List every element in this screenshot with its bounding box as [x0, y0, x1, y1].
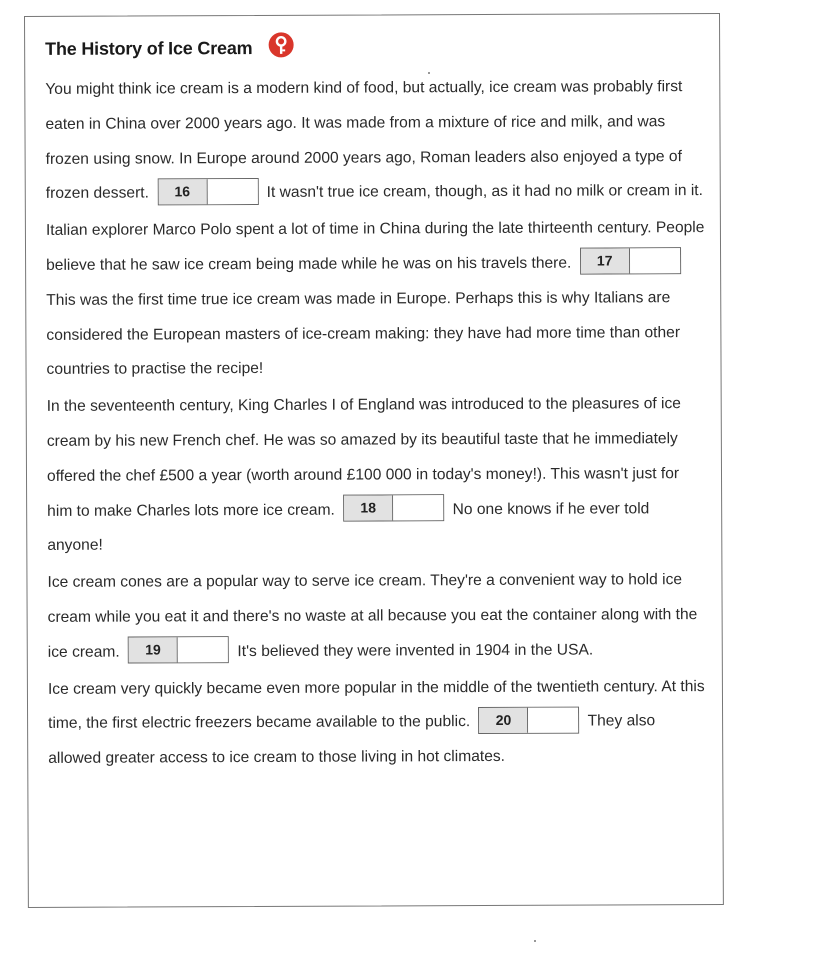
scan-speck: [428, 72, 430, 74]
title-row: [45, 38, 294, 60]
gap-answer-box[interactable]: [528, 707, 578, 732]
scan-speck: [534, 940, 536, 942]
gap-answer-box[interactable]: [630, 249, 680, 274]
gap-19[interactable]: [128, 636, 229, 663]
gap-16[interactable]: [157, 178, 258, 205]
gap-answer-box[interactable]: [207, 179, 257, 204]
gap-20[interactable]: [478, 706, 579, 733]
page-title: The History of Ice Cream: [45, 38, 253, 59]
paragraph-text: You might think ice cream is a modern kind of food, but actually, ice cream was probably first eaten in China over 2000 years ago. It was made from a mixture of rice and milk, and was frozen using snow. In Europe around 2000 years ago, Roman leaders also enjoyed a type of frozen dessert.: [45, 78, 683, 203]
gap-answer-box[interactable]: [178, 637, 228, 662]
key-icon[interactable]: [268, 31, 294, 57]
gap-17[interactable]: [580, 247, 681, 274]
paragraph-4: [47, 563, 707, 670]
paragraph-text: They also allowed greater access to ice cream to those living in hot climates.: [48, 712, 656, 768]
paragraph-text: No one knows if he ever told anyone!: [47, 499, 650, 555]
gap-number: 19: [129, 637, 178, 662]
gap-18[interactable]: [343, 494, 444, 521]
gap-number: 16: [158, 179, 207, 204]
paragraph-text: This was the first time true ice cream was made in Europe. Perhaps this is why Italians are considered the European masters of ice-cream making: they have had more time than other countries to practise the recipe!: [46, 288, 681, 379]
worksheet-frame: [24, 13, 724, 908]
gap-number: 18: [344, 495, 393, 520]
paragraph-text: Ice cream very quickly became even more popular in the middle of the twentieth century. At this time, the first electric freezers became available to the public.: [47, 677, 705, 733]
paragraph-text: In the seventeenth century, King Charles I of England was introduced to the pleasures of ice cream by his new French chef. He was so amazed by its beautiful taste that he immediately offered the chef £500 a year (worth around £100 000 in today's money!). This wasn't just for him to make Charles lots more ice cream.: [46, 395, 681, 520]
paragraph-text: Ice cream cones are a popular way to serve ice cream. They're a convenient way to hold ice cream while you eat it and there's no waste at all because you eat the container along with the ice cream.: [47, 571, 698, 661]
article-body: [45, 70, 708, 777]
gap-answer-box[interactable]: [393, 495, 443, 520]
paragraph-text: It wasn't true ice cream, though, as it had no milk or cream in it.: [266, 182, 703, 202]
paragraph-1: [45, 70, 706, 212]
paragraph-3: [47, 387, 708, 564]
paragraph-text: Italian explorer Marco Polo spent a lot of time in China during the late thirteenth century. People believe that he saw ice cream being made while he was on his travels there.: [45, 219, 705, 274]
paragraph-text: It's believed they were invented in 1904 in the USA.: [237, 641, 594, 660]
gap-number: 20: [479, 708, 528, 733]
paragraph-5: [48, 670, 708, 777]
gap-number: 17: [581, 249, 630, 274]
paragraph-2: [46, 211, 707, 388]
